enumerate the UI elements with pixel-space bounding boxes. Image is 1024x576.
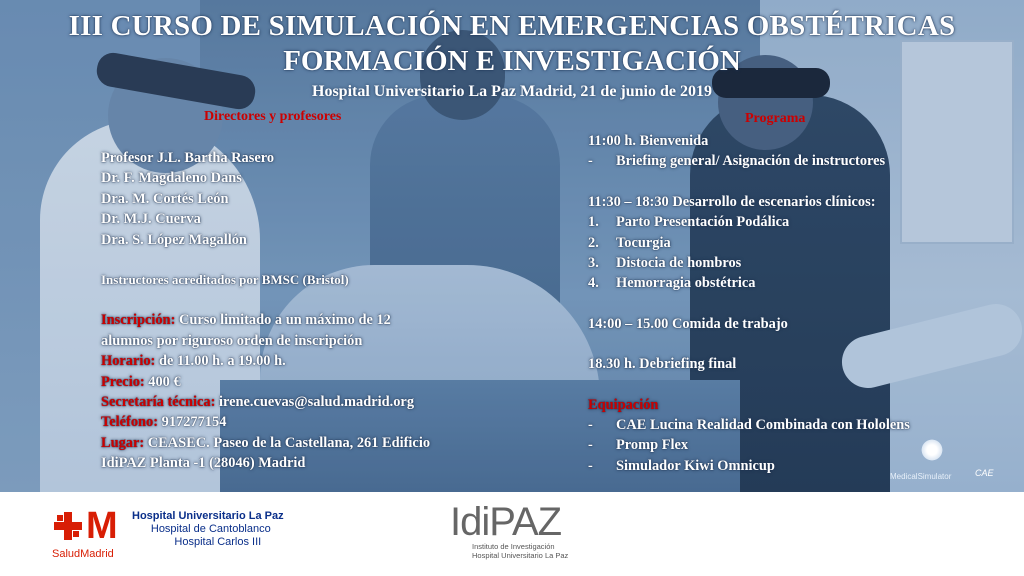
telefono-line bbox=[101, 412, 481, 432]
person-item: Dra. S. López Magallón bbox=[101, 231, 247, 248]
precio-line bbox=[101, 372, 481, 392]
welcome-item: 11:00 h. Bienvenida bbox=[588, 133, 709, 149]
lugar-label: Lugar: bbox=[101, 434, 145, 451]
scenario-label: Distocia de hombros bbox=[616, 255, 742, 272]
list-marker: - bbox=[588, 153, 593, 170]
course-subtitle: FORMACIÓN E INVESTIGACIÓN bbox=[283, 45, 741, 77]
debriefing-item: 18.30 h. Debriefing final bbox=[588, 356, 737, 373]
scenario-item bbox=[588, 253, 968, 273]
medical-simulator-name: MedicalSimulator bbox=[890, 472, 952, 481]
briefing-label: Briefing general/ Asignación de instructores bbox=[616, 153, 886, 170]
secretaria-label: Secretaría técnica: bbox=[101, 394, 216, 411]
list-number: 3. bbox=[588, 255, 599, 272]
right-column bbox=[588, 131, 968, 476]
inscripcion-label: Inscripción: bbox=[101, 312, 176, 329]
horario-line bbox=[101, 351, 481, 371]
precio-value: 400 € bbox=[144, 373, 181, 390]
idipaz-mark-b: PAZ bbox=[489, 500, 562, 544]
person-item: Dr. F. Magdaleno Dans bbox=[101, 170, 242, 187]
medical-simulator-logo bbox=[880, 438, 980, 488]
idipaz-subtitle-1: Instituto de Investigación bbox=[472, 542, 555, 551]
idipaz-mark-a: Idi bbox=[450, 500, 490, 544]
salud-madrid-logo bbox=[50, 506, 290, 566]
precio-label: Precio: bbox=[101, 373, 145, 390]
scenario-label: Hemorragia obstétrica bbox=[616, 275, 756, 292]
equipment-item bbox=[588, 415, 968, 435]
course-title: III CURSO DE SIMULACIÓN EN EMERGENCIAS OBSTÉTRICAS bbox=[68, 10, 956, 42]
left-column bbox=[101, 148, 481, 474]
person-item: Dr. M.J. Cuerva bbox=[101, 211, 201, 228]
scenarios-time: 11:30 – 18:30 Desarrollo de escenarios clínicos: bbox=[588, 193, 876, 210]
inscripcion-text: Curso limitado a un máximo de 12 bbox=[175, 312, 391, 329]
list-marker: - bbox=[588, 417, 593, 434]
list-marker: - bbox=[588, 457, 593, 474]
telefono-value[interactable]: 917277154 bbox=[158, 414, 227, 431]
inscripcion-line-2: alumnos por riguroso orden de inscripción bbox=[101, 332, 363, 349]
briefing-item bbox=[588, 151, 968, 171]
hospital-carlos-iii: Hospital Carlos III bbox=[174, 536, 262, 548]
medical-simulator-logo-icon bbox=[920, 438, 944, 462]
cae-logo: CAE bbox=[975, 468, 994, 478]
list-marker: - bbox=[588, 437, 593, 454]
directors-heading: Directores y profesores bbox=[204, 109, 342, 124]
person-item: Dra. M. Cortés León bbox=[101, 190, 229, 207]
footer-logos bbox=[0, 492, 1024, 576]
hospital-cantoblanco: Hospital de Cantoblanco bbox=[150, 523, 271, 535]
equipment-label: Simulador Kiwi Omnicup bbox=[616, 457, 775, 474]
scenario-item bbox=[588, 273, 968, 293]
scenario-label: Tocurgia bbox=[616, 234, 671, 251]
list-number: 2. bbox=[588, 234, 599, 251]
equipment-heading: Equipación bbox=[588, 396, 659, 413]
inscripcion-line bbox=[101, 310, 481, 330]
secretaria-email[interactable]: irene.cuevas@salud.madrid.org bbox=[215, 394, 415, 411]
lugar-line bbox=[101, 433, 481, 453]
madrid-m-letter: M bbox=[86, 505, 118, 547]
horario-label: Horario: bbox=[101, 353, 156, 370]
list-number: 1. bbox=[588, 214, 599, 231]
person-item: Profesor J.L. Bartha Rasero bbox=[101, 150, 275, 166]
list-number: 4. bbox=[588, 275, 599, 292]
salud-madrid-text: SaludMadrid bbox=[52, 548, 114, 560]
idipaz-logo bbox=[450, 502, 580, 572]
scenario-item bbox=[588, 233, 968, 253]
equipment-label: Promp Flex bbox=[616, 437, 689, 454]
secretaria-line bbox=[101, 392, 481, 412]
instructors-note: Instructores acreditados por BMSC (Bristol) bbox=[101, 272, 349, 288]
idipaz-wordmark bbox=[450, 502, 580, 542]
program-heading: Programa bbox=[745, 111, 806, 126]
lugar-value: CEASEC. Paseo de la Castellana, 261 Edificio bbox=[144, 434, 431, 451]
telefono-label: Teléfono: bbox=[101, 414, 159, 431]
lunch-item: 14:00 – 15.00 Comida de trabajo bbox=[588, 315, 788, 332]
hospital-la-paz: Hospital Universitario La Paz bbox=[132, 510, 284, 522]
equipment-label: CAE Lucina Realidad Combinada con Hololens bbox=[616, 417, 910, 434]
scenario-label: Parto Presentación Podálica bbox=[616, 214, 790, 231]
hospital-names bbox=[132, 510, 284, 549]
lugar-line-2: IdiPAZ Planta -1 (28046) Madrid bbox=[101, 455, 306, 472]
course-venue-date: Hospital Universitario La Paz Madrid, 21 de junio de 2019 bbox=[312, 83, 712, 100]
idipaz-subtitle-2: Hospital Universitario La Paz bbox=[472, 551, 569, 560]
madrid-star-logo-icon bbox=[52, 510, 84, 542]
horario-value: de 11.00 h. a 19.00 h. bbox=[155, 353, 286, 370]
scenario-item bbox=[588, 212, 968, 232]
